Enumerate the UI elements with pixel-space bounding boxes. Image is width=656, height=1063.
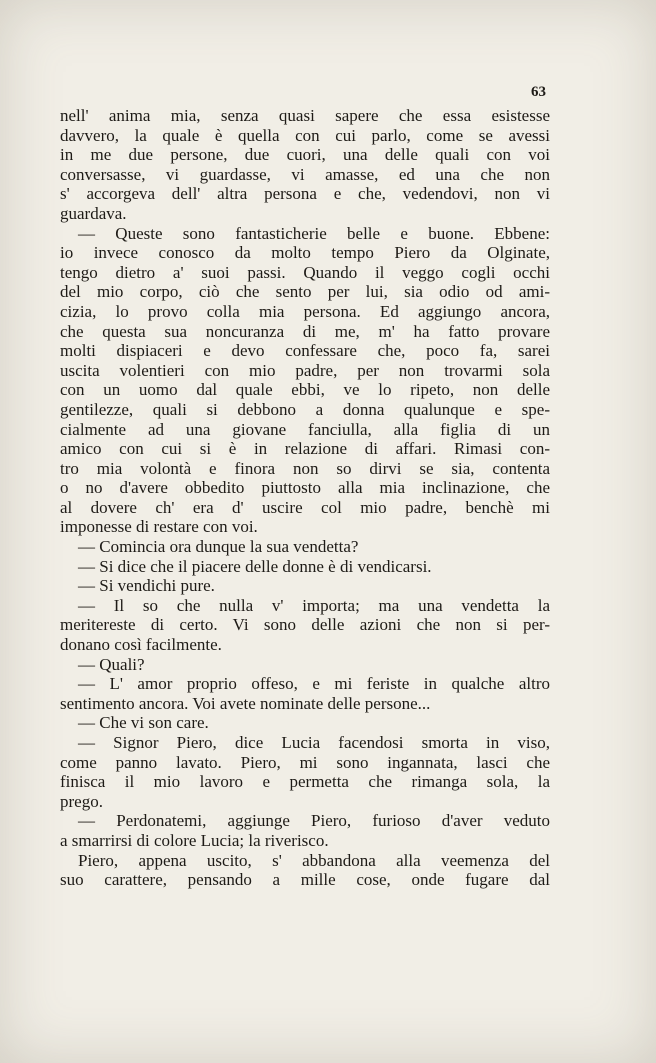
page-number: 63 — [531, 84, 546, 100]
text-line: — L' amor proprio offeso, e mi feriste in qualche altro — [78, 674, 550, 694]
text-line: Piero, appena uscito, s' abbandona alla veemenza del — [78, 850, 550, 870]
text-line: — Che vi son care. — [78, 713, 209, 733]
text-line: imponesse di restare con voi. — [60, 517, 258, 537]
text-line: sentimento ancora. Voi avete nominate delle persone... — [60, 693, 431, 713]
text-line: guardava. — [60, 203, 127, 223]
text-line: finisca il mio lavoro e permetta che rimanga sola, la — [60, 772, 550, 792]
text-line: cialmente ad una giovane fanciulla, alla figlia di un — [60, 419, 550, 439]
text-line: — Perdonatemi, aggiunge Piero, furioso d'aver veduto — [78, 811, 550, 831]
text-line: con un uomo dal quale ebbi, ve lo ripeto, non delle — [60, 380, 550, 400]
text-line: uscita volentieri con mio padre, per non trovarmi sola — [60, 360, 550, 380]
text-line: — Comincia ora dunque la sua vendetta? — [78, 537, 359, 557]
text-line: al dovere ch' era d' uscire col mio padre, benchè mi — [60, 497, 550, 517]
text-line: nell' anima mia, senza quasi sapere che essa esistesse — [60, 106, 550, 125]
text-line: io invece conosco da molto tempo Piero da Olginate, — [60, 243, 550, 263]
text-line: — Si vendichi pure. — [78, 576, 215, 596]
text-line: in me due persone, due cuori, una delle quali con voi — [60, 145, 550, 165]
text-line: che questa sua noncuranza di me, m' ha fatto provare — [60, 321, 550, 341]
text-line: gentilezze, quali si debbono a donna qualunque e spe- — [60, 399, 550, 419]
text-line: come panno lavato. Piero, mi sono ingannata, lasci che — [60, 752, 550, 772]
text-line: tengo dietro a' suoi passi. Quando il veggo cogli occhi — [60, 262, 550, 282]
text-line: donano così facilmente. — [60, 635, 222, 655]
text-line: molti dispiaceri e devo confessare che, poco fa, sarei — [60, 341, 550, 361]
text-line: meritereste di certo. Vi sono delle azioni che non si per- — [60, 615, 550, 635]
text-line: o no d'avere obbedito piuttosto alla mia inclinazione, che — [60, 478, 550, 498]
text-line: cizia, lo provo colla mia persona. Ed aggiungo ancora, — [60, 301, 550, 321]
text-line: davvero, la quale è quella con cui parlo, come se avessi — [60, 125, 550, 145]
text-line: — Signor Piero, dice Lucia facendosi smorta in viso, — [78, 733, 550, 752]
text-line: del mio corpo, ciò che sento per lui, sia odio od ami- — [60, 282, 550, 302]
text-line: prego. — [60, 791, 103, 811]
text-line: amico con cui si è in relazione di affari. Rimasi con- — [60, 439, 550, 459]
text-line: conversasse, vi guardasse, vi amasse, ed una che non — [60, 164, 550, 184]
text-line: a smarrirsi di colore Lucia; la riverisco. — [60, 830, 329, 850]
text-line: — Queste sono fantasticherie belle e buone. Ebbene: — [78, 223, 550, 243]
text-line: suo carattere, pensando a mille cose, onde fugare dal — [60, 870, 550, 890]
body-text — [60, 106, 550, 890]
text-line: s' accorgeva dell' altra persona e che, vedendovi, non vi — [60, 184, 550, 204]
text-line: — Si dice che il piacere delle donne è di vendicarsi. — [78, 556, 432, 576]
text-line: — Il so che nulla v' importa; ma una vendetta la — [78, 595, 550, 615]
text-line: — Quali? — [78, 654, 145, 674]
text-line: tro mia volontà e finora non so dirvi se sia, contenta — [60, 458, 550, 478]
